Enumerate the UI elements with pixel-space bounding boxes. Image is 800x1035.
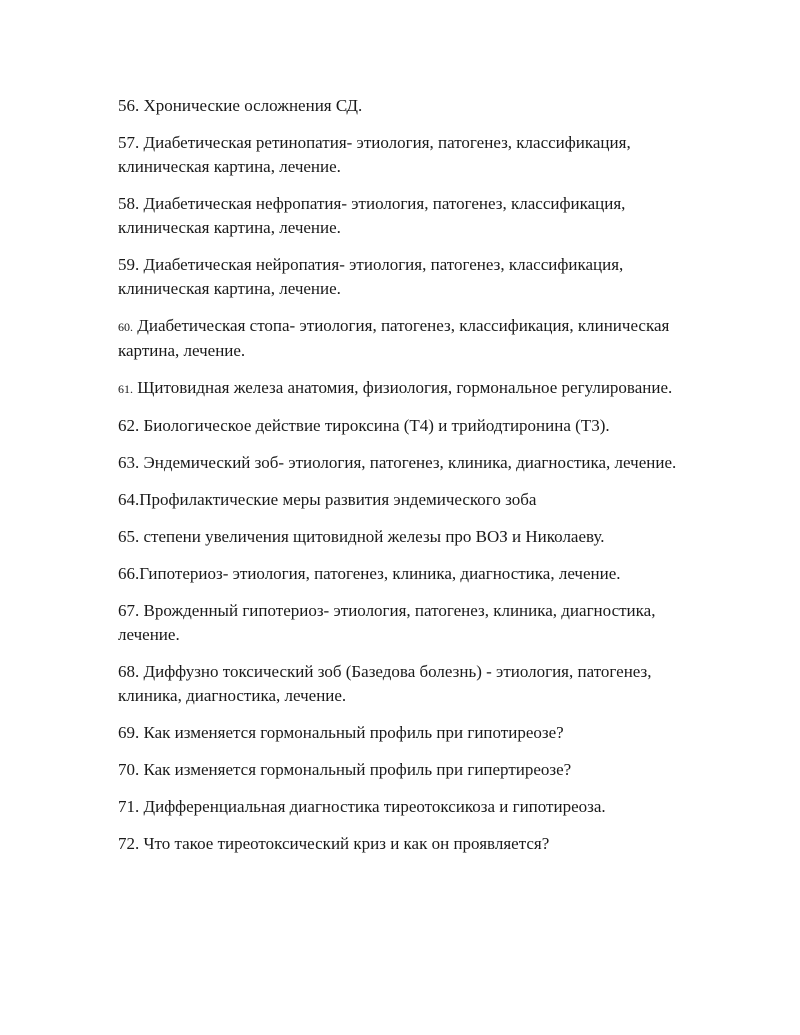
question-item <box>118 253 698 301</box>
question-item <box>118 94 698 118</box>
question-list <box>118 94 698 869</box>
question-number: 64. <box>118 490 140 509</box>
question-number: 62. <box>118 416 140 435</box>
question-text: Диабетическая ретинопатия- этиология, патогенез, классификация, клиническая картина, лечение. <box>118 133 631 176</box>
question-number: 67. <box>118 601 140 620</box>
question-item <box>118 314 698 363</box>
question-text: Диабетическая стопа- этиология, патогенез, классификация, клиническая картина, лечение. <box>118 316 670 360</box>
question-item <box>118 562 698 586</box>
question-item <box>118 599 698 647</box>
question-text: Диабетическая нейропатия- этиология, патогенез, классификация, клиническая картина, лечение. <box>118 255 624 298</box>
question-item <box>118 192 698 240</box>
question-number: 65. <box>118 527 140 546</box>
question-item <box>118 131 698 179</box>
question-text: Как изменяется гормональный профиль при гипертиреозе? <box>143 760 572 779</box>
question-number: 56. <box>118 96 140 115</box>
question-number: 58. <box>118 194 140 213</box>
question-text: Диффузно токсический зоб (Базедова болезнь) - этиология, патогенез, клиника, диагностика, лечение. <box>118 662 652 705</box>
question-text: Гипотериоз- этиология, патогенез, клиника, диагностика, лечение. <box>139 564 621 583</box>
question-item <box>118 660 698 708</box>
question-text: Диабетическая нефропатия- этиология, патогенез, классификация, клиническая картина, лечение. <box>118 194 626 237</box>
question-item <box>118 414 698 438</box>
question-text: Профилактические меры развития эндемического зоба <box>139 490 537 509</box>
question-text: Дифференциальная диагностика тиреотоксикоза и гипотиреоза. <box>143 797 606 816</box>
question-text: Биологическое действие тироксина (Т4) и трийодтиронина (Т3). <box>143 416 610 435</box>
question-number: 57. <box>118 133 140 152</box>
question-number: 71. <box>118 797 140 816</box>
question-item <box>118 758 698 782</box>
question-text: Эндемический зоб- этиология, патогенез, клиника, диагностика, лечение. <box>143 453 677 472</box>
question-number: 68. <box>118 662 140 681</box>
question-number: 59. <box>118 255 140 274</box>
question-number: 70. <box>118 760 140 779</box>
question-number: 63. <box>118 453 140 472</box>
question-number: 61. <box>118 382 133 396</box>
question-item <box>118 525 698 549</box>
question-number: 60. <box>118 320 133 334</box>
question-number: 66. <box>118 564 140 583</box>
question-item <box>118 376 698 401</box>
question-item <box>118 721 698 745</box>
question-text: Щитовидная железа анатомия, физиология, гормональное регулирование. <box>137 378 673 397</box>
question-item <box>118 795 698 819</box>
question-item <box>118 451 698 475</box>
question-number: 69. <box>118 723 140 742</box>
question-text: степени увеличения щитовидной железы про ВОЗ и Николаеву. <box>143 527 605 546</box>
question-text: Что такое тиреотоксический криз и как он проявляется? <box>143 834 550 853</box>
question-number: 72. <box>118 834 140 853</box>
question-item <box>118 488 698 512</box>
question-text: Как изменяется гормональный профиль при гипотиреозе? <box>143 723 564 742</box>
question-text: Врожденный гипотериоз- этиология, патогенез, клиника, диагностика, лечение. <box>118 601 656 644</box>
question-text: Хронические осложнения СД. <box>143 96 363 115</box>
question-item <box>118 832 698 856</box>
